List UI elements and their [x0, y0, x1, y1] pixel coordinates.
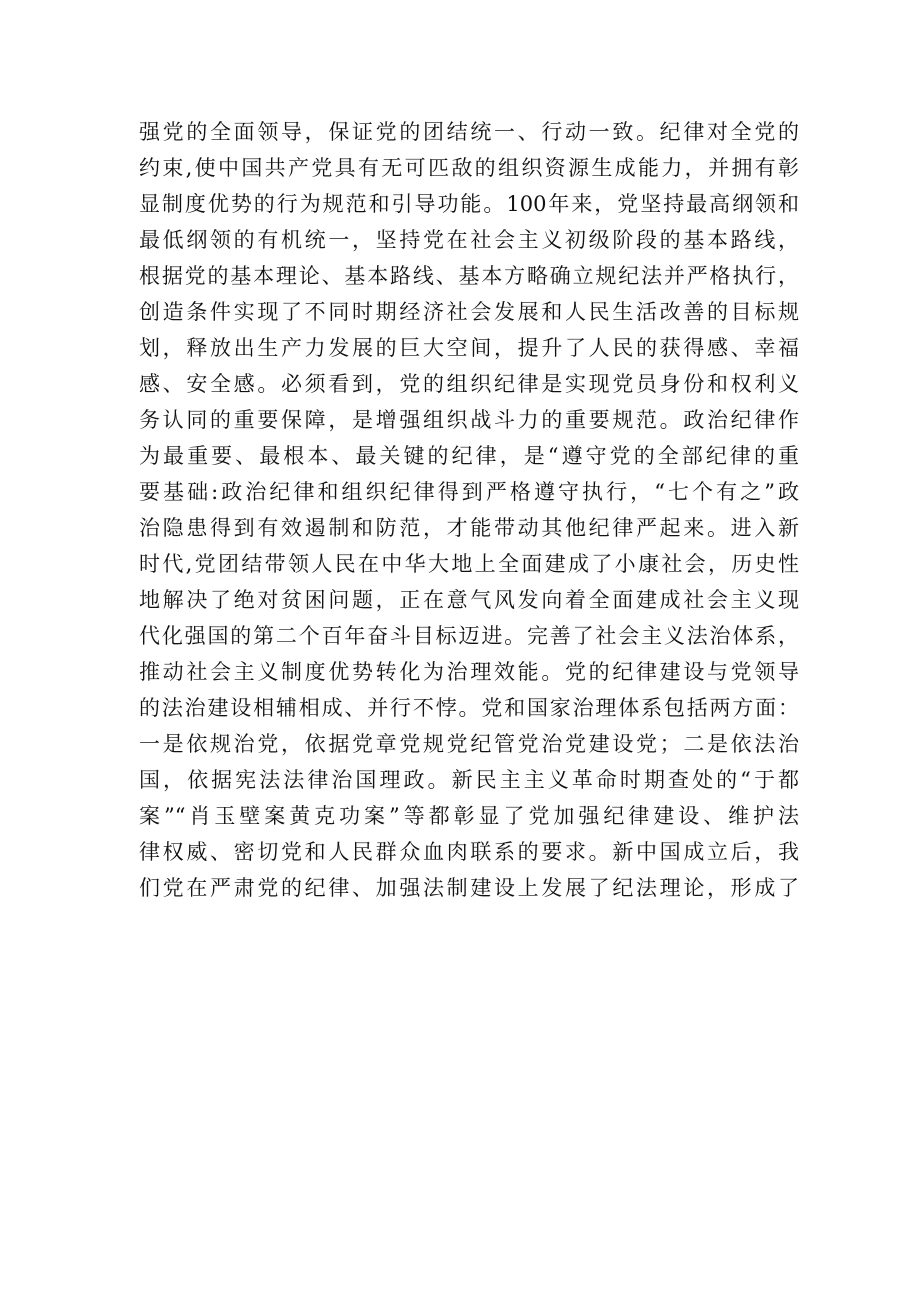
text-line: 案”“肖玉壁案黄克功案”等都彰显了党加强纪律建设、维护法: [139, 804, 799, 828]
text-line: 根据党的基本理论、基本路线、基本方略确立规纪法并严格执行，: [139, 264, 799, 288]
text-line: 国，依据宪法法律治国理政。新民主主义革命时期查处的“于都: [139, 768, 799, 792]
text-line: 最低纲领的有机统一，坚持党在社会主义初级阶段的基本路线，: [139, 228, 799, 252]
text-line: 强党的全面领导，保证党的团结统一、行动一致。纪律对全党的: [139, 120, 799, 144]
text-line: 要基础:政治纪律和组织纪律得到严格遵守执行，“七个有之”政: [139, 480, 799, 504]
text-line: 地解决了绝对贫困问题，正在意气风发向着全面建成社会主义现: [139, 588, 799, 612]
body-paragraph: [139, 114, 799, 906]
text-line: 划，释放出生产力发展的巨大空间，提升了人民的获得感、幸福: [139, 336, 799, 360]
text-line: 律权威、密切党和人民群众血肉联系的要求。新中国成立后，我: [139, 840, 799, 864]
text-line: 们党在严肃党的纪律、加强法制建设上发展了纪法理论，形成了: [139, 876, 799, 900]
text-line: 推动社会主义制度优势转化为治理效能。党的纪律建设与党领导: [139, 660, 799, 684]
text-line: 为最重要、最根本、最关键的纪律，是“遵守党的全部纪律的重: [139, 444, 799, 468]
text-line: 一是依规治党，依据党章党规党纪管党治党建设党；二是依法治: [139, 732, 799, 756]
text-line: 务认同的重要保障，是增强组织战斗力的重要规范。政治纪律作: [139, 408, 799, 432]
text-line: 创造条件实现了不同时期经济社会发展和人民生活改善的目标规: [139, 300, 799, 324]
text-line: 显制度优势的行为规范和引导功能。100年来，党坚持最高纲领和: [139, 192, 799, 216]
text-line: 代化强国的第二个百年奋斗目标迈进。完善了社会主义法治体系，: [139, 624, 799, 648]
text-line: 的法治建设相辅相成、并行不悖。党和国家治理体系包括两方面：: [139, 696, 799, 720]
text-line: 时代,党团结带领人民在中华大地上全面建成了小康社会，历史性: [139, 552, 799, 576]
text-line: 治隐患得到有效遏制和防范，才能带动其他纪律严起来。进入新: [139, 516, 799, 540]
text-line: 感、安全感。必须看到，党的组织纪律是实现党员身份和权利义: [139, 372, 799, 396]
text-line: 约束,使中国共产党具有无可匹敌的组织资源生成能力，并拥有彰: [139, 156, 799, 180]
